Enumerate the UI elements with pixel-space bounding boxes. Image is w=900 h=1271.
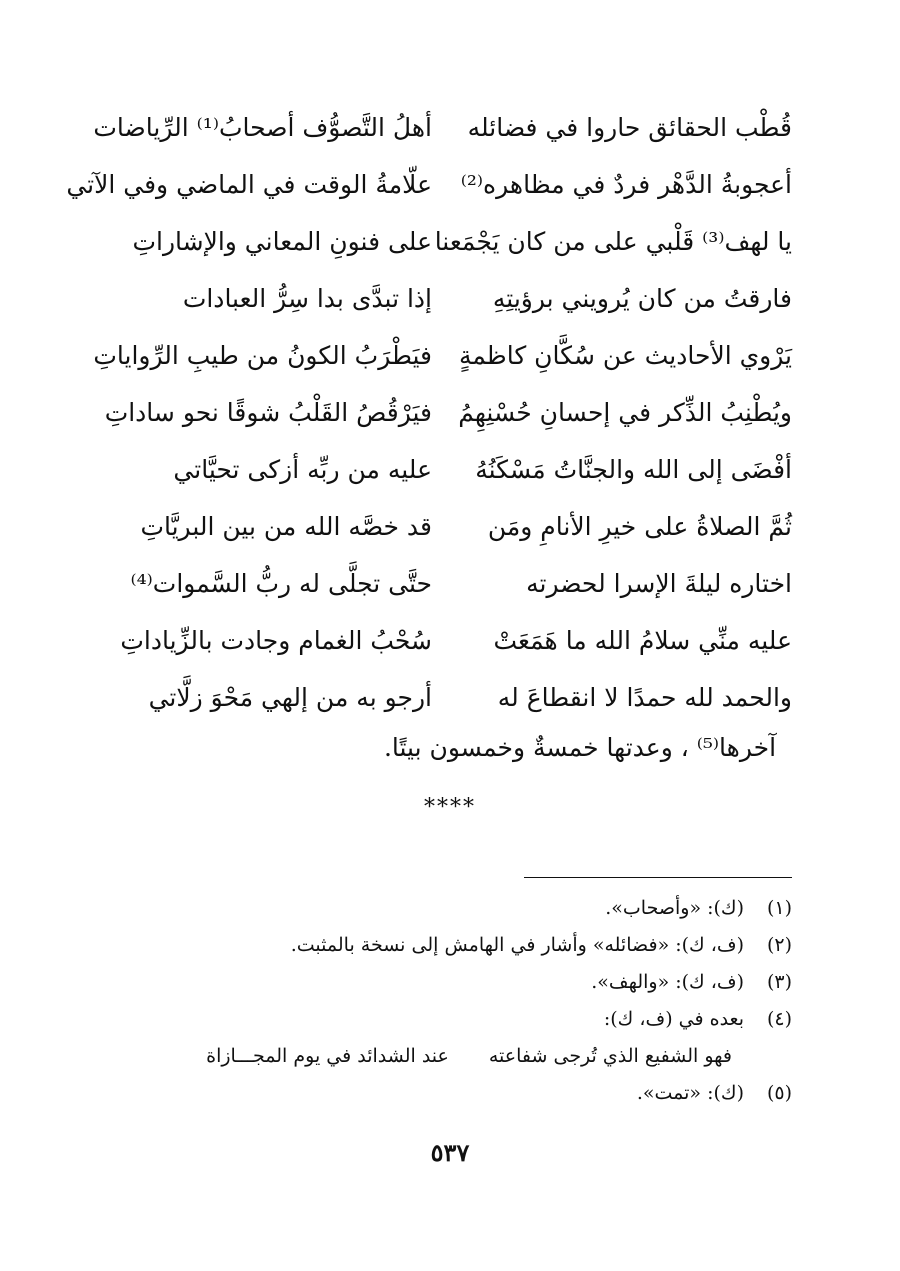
verse-first-hemistich: قُطْب الحقائق حاروا في فضائله [467, 113, 792, 142]
footnote-2 [102, 927, 792, 964]
closing-line: آخرها⁽⁵⁾ ، وعدتها خمسةٌ وخمسون بيتًا. [383, 733, 777, 762]
verse [102, 393, 792, 450]
footnote-verse [102, 1038, 792, 1075]
verse [93, 336, 792, 393]
page-number: ٥٣٧ [430, 1138, 470, 1167]
verse-first-hemistich: يَرْوي الأحاديث عن سُكَّانِ كاظمةٍ [458, 341, 792, 370]
verse-first-hemistich: والحمد لله حمدًا لا انقطاعَ له [497, 683, 792, 712]
section-separator: **** [424, 795, 476, 820]
footnote-text: (ف، ك): «والهف». [591, 971, 744, 993]
verse [102, 621, 792, 678]
footnote-text: (ك): «تمت». [636, 1082, 744, 1104]
verse-second-hemistich: إذا تبدَّى بدا سِرُّ العبادات [182, 284, 432, 313]
footnote-number: (٥) [766, 1082, 792, 1104]
verse-second-hemistich: قد خصَّه الله من بين البريَّاتِ [140, 512, 432, 541]
verse-second-hemistich: أهلُ التَّصوُّف أصحابُ⁽¹⁾ الرِّياضات [93, 113, 432, 142]
footnotes [102, 890, 792, 1112]
verse-second-hemistich: أرجو به من إلهي مَحْوَ زلَّاتي [148, 683, 432, 712]
verse-first-hemistich: فارقتُ من كان يُرويني برؤيتِهِ [492, 284, 792, 313]
footnote-5 [102, 1075, 792, 1112]
verse [102, 564, 792, 621]
verse-second-hemistich: فيَطْرَبُ الكونُ من طيبِ الرِّواياتِ [93, 341, 432, 370]
verse-first-hemistich: أفْضَى إلى الله والجنَّاتُ مَسْكَنُهُ [475, 455, 792, 484]
footnote-rule [524, 877, 792, 878]
verse-first-hemistich: عليه منِّي سلامُ الله ما هَمَعَتْ [493, 626, 792, 655]
footnote-text: بعده في (ف، ك): [603, 1008, 744, 1030]
footnote-number: (١) [766, 897, 792, 919]
verse [102, 678, 792, 735]
footnote-text: (ف، ك): «فضائله» وأشار في الهامش إلى نسخة بالمثبت. [290, 934, 744, 956]
verse-first-hemistich: يا لهف⁽³⁾ قَلْبي على من كان يَجْمَعنا [434, 227, 792, 256]
verse-second-hemistich: على فنونِ المعاني والإشاراتِ [132, 227, 432, 256]
footnote-verse-second: عند الشدائد في يوم المجـــازاة [206, 1045, 449, 1067]
verse-second-hemistich: سُحْبُ الغمام وجادت بالزِّياداتِ [120, 626, 432, 655]
verse-first-hemistich: أعجوبةُ الدَّهْر فردٌ في مظاهره⁽²⁾ [460, 170, 792, 199]
verse [102, 450, 792, 507]
footnote-1 [102, 890, 792, 927]
verse-second-hemistich: فيَرْقُصُ القَلْبُ شوقًا نحو ساداتِ [104, 398, 432, 427]
verse [66, 165, 792, 222]
poem [66, 108, 792, 735]
verse-first-hemistich: اختاره ليلةَ الإسرا لحضرته [526, 569, 792, 598]
footnote-number: (٢) [766, 934, 792, 956]
verse-first-hemistich: ثُمَّ الصلاةُ على خيرِ الأنامِ ومَن [487, 512, 792, 541]
footnote-number: (٣) [766, 971, 792, 993]
verse [102, 279, 792, 336]
verse-second-hemistich: علّامةُ الوقت في الماضي وفي الآتي [66, 170, 432, 199]
verse [102, 507, 792, 564]
footnote-number: (٤) [766, 1008, 792, 1030]
verse-first-hemistich: ويُطْنِبُ الذِّكر في إحسانِ حُسْنِهِمُ [458, 398, 792, 427]
footnote-4 [102, 1001, 792, 1038]
footnote-verse-first: فهو الشفيع الذي تُرجى شفاعته [488, 1045, 732, 1067]
footnote-text: (ك): «وأصحاب». [605, 897, 744, 919]
verse [102, 222, 792, 279]
verse-second-hemistich: عليه من ربِّه أزكى تحيَّاتي [173, 455, 432, 484]
footnote-3 [102, 964, 792, 1001]
verse [93, 108, 792, 165]
verse-second-hemistich: حتَّى تجلَّى له ربُّ السَّموات⁽⁴⁾ [130, 569, 432, 598]
